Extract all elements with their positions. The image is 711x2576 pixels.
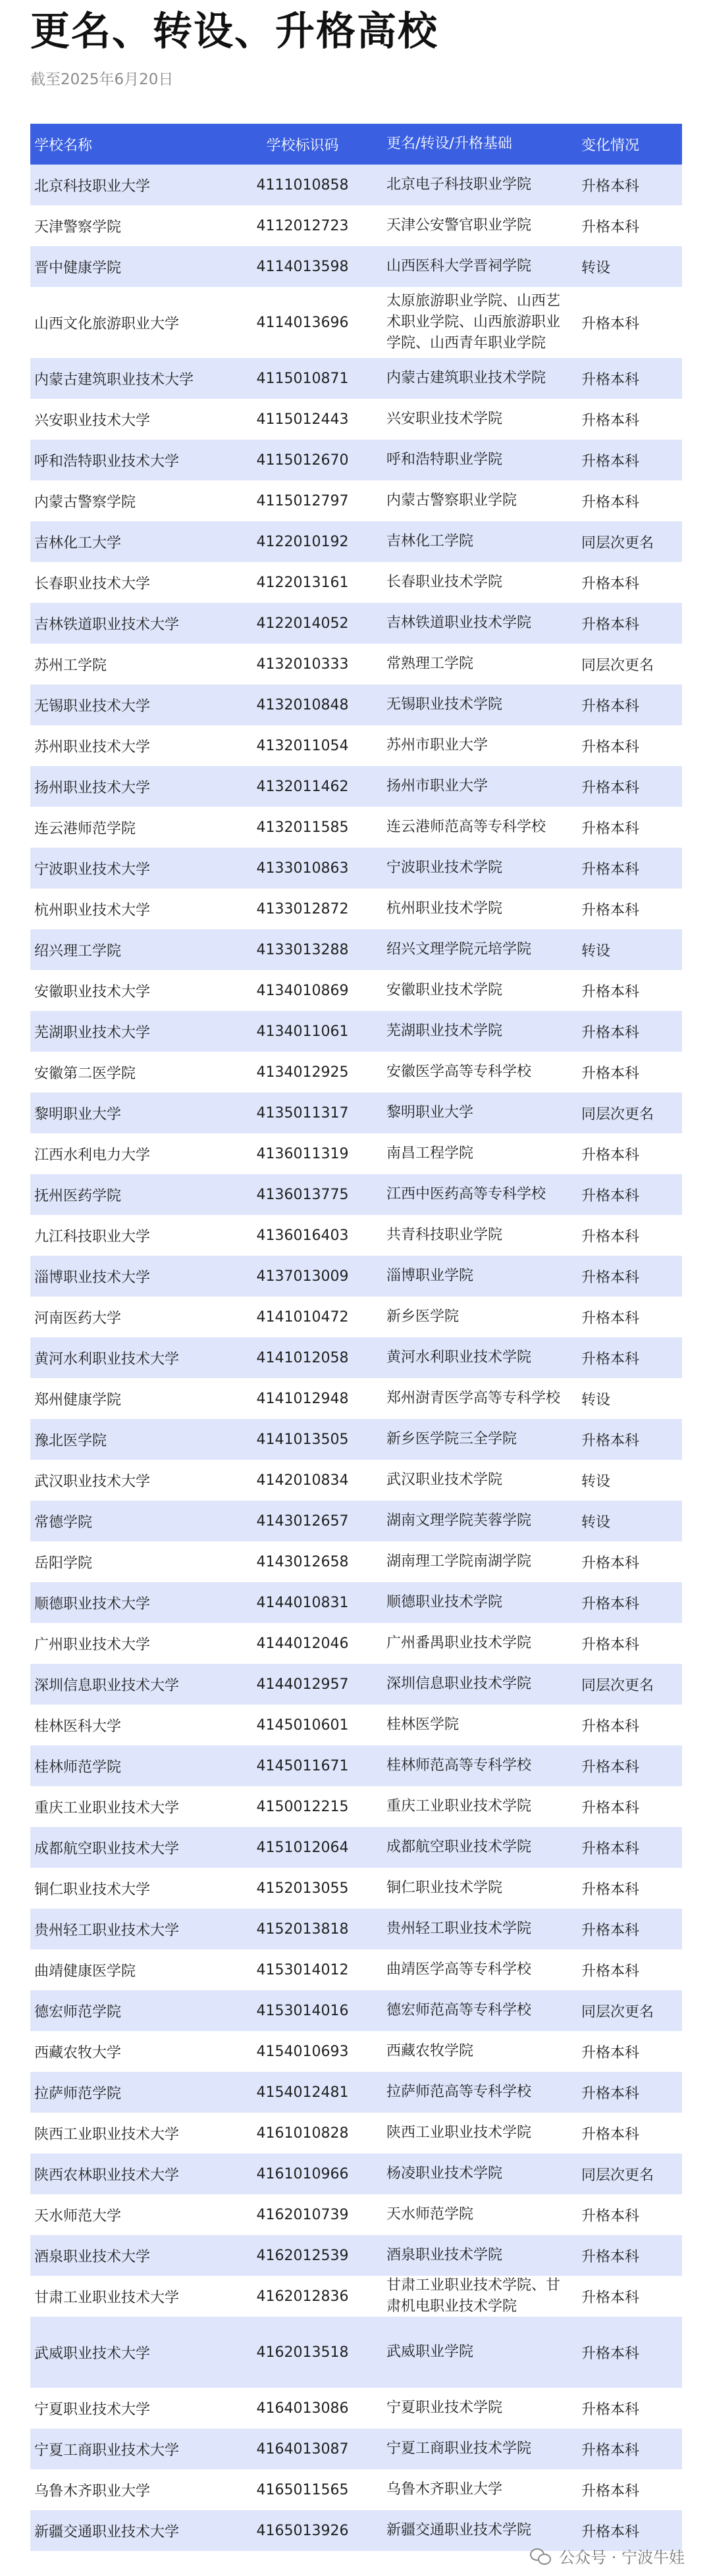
cell-basis: 苏州市职业大学 <box>386 737 488 754</box>
cell-basis: 西藏农牧学院 <box>386 2043 474 2059</box>
cell-school-code: 4134012925 <box>256 1064 349 1081</box>
cell-basis: 内蒙古建筑职业技术学院 <box>386 370 546 386</box>
cell-school-code: 4144012957 <box>256 1676 349 1693</box>
cell-basis: 呼和浩特职业学院 <box>386 451 503 468</box>
cell-school-code: 4153014012 <box>256 1961 349 1978</box>
table-row <box>30 848 682 889</box>
table-row <box>30 521 682 562</box>
cell-basis: 新疆交通职业技术学院 <box>386 2522 532 2538</box>
table-row <box>30 1011 682 1052</box>
cell-basis: 吉林铁道职业技术学院 <box>386 615 532 631</box>
cell-basis: 共青科技职业学院 <box>386 1227 503 1243</box>
cell-change: 同层次更名 <box>581 1106 654 1123</box>
cell-school-code: 4114013598 <box>256 258 349 275</box>
cell-change: 升格本科 <box>581 1432 640 1449</box>
cell-basis: 宁夏工商职业技术学院 <box>386 2440 532 2457</box>
cell-change: 升格本科 <box>581 315 640 332</box>
table-row <box>30 1990 682 2031</box>
cell-basis: 天津公安警官职业学院 <box>386 217 532 234</box>
cell-change: 升格本科 <box>581 2126 640 2143</box>
cell-school-name: 吉林铁道职业技术大学 <box>34 616 180 633</box>
cell-basis: 长春职业技术学院 <box>386 574 503 590</box>
cell-school-name: 安徽职业技术大学 <box>34 983 151 1000</box>
cell-school-code: 4162010739 <box>256 2206 349 2223</box>
cell-change: 升格本科 <box>581 2442 640 2459</box>
cell-school-name: 贵州轻工职业技术大学 <box>34 1922 180 1939</box>
cell-basis: 连云港师范高等专科学校 <box>386 819 546 835</box>
cell-basis: 北京电子科技职业学院 <box>386 176 532 193</box>
cell-school-name: 重庆工业职业技术大学 <box>34 1799 180 1816</box>
cell-basis: 绍兴文理学院元培学院 <box>386 941 532 958</box>
cell-basis: 常熟理工学院 <box>386 656 474 672</box>
cell-school-code: 4112012723 <box>256 217 349 234</box>
table-row <box>30 725 682 766</box>
cell-change: 升格本科 <box>581 616 640 633</box>
footer-label: 公众号 · 宁波牛娃 <box>559 2548 685 2567</box>
cell-school-code: 4141010472 <box>256 1308 349 1326</box>
cell-basis: 武汉职业技术学院 <box>386 1472 503 1488</box>
cell-school-name: 扬州职业技术大学 <box>34 779 151 796</box>
cell-school-code: 4164013086 <box>256 2400 349 2417</box>
cell-school-name: 成都航空职业技术大学 <box>34 1840 180 1857</box>
cell-change: 升格本科 <box>581 178 640 195</box>
cell-basis: 杭州职业技术学院 <box>386 900 503 917</box>
cell-basis: 德宏师范高等专科学校 <box>386 2002 532 2019</box>
table-row <box>30 2235 682 2276</box>
cell-change: 转设 <box>581 1473 611 1490</box>
cell-school-code: 4162012836 <box>256 2288 349 2305</box>
cell-change: 升格本科 <box>581 219 640 236</box>
cell-change: 升格本科 <box>581 575 640 592</box>
header-change: 变化情况 <box>581 137 640 154</box>
table-row <box>30 1664 682 1705</box>
cell-school-name: 深圳信息职业技术大学 <box>34 1677 180 1694</box>
cell-school-name: 吉林化工大学 <box>34 534 122 552</box>
cell-school-name: 陕西工业职业技术大学 <box>34 2126 180 2143</box>
cell-basis: 新乡医学院三全学院 <box>386 1431 517 1447</box>
cell-basis: 桂林医学院 <box>386 1716 460 1733</box>
cell-basis: 黎明职业大学 <box>386 1104 474 1121</box>
cell-change: 升格本科 <box>581 738 640 756</box>
table-row <box>30 1786 682 1827</box>
cell-school-name: 黄河水利职业技术大学 <box>34 1351 180 1368</box>
table-row <box>30 889 682 929</box>
cell-change: 转设 <box>581 1514 611 1531</box>
cell-school-code: 4145010601 <box>256 1716 349 1734</box>
cell-school-name: 常德学院 <box>34 1514 93 1531</box>
cell-change: 转设 <box>581 1391 611 1408</box>
table-row <box>30 1705 682 1745</box>
cell-change: 升格本科 <box>581 371 640 388</box>
cell-school-code: 4132011585 <box>256 819 349 836</box>
table-row <box>30 1419 682 1460</box>
page-date: 截至2025年6月20日 <box>30 71 174 88</box>
cell-change: 升格本科 <box>581 1595 640 1612</box>
cell-school-code: 4115012670 <box>256 451 349 469</box>
cell-school-code: 4137013009 <box>256 1268 349 1285</box>
cell-school-name: 苏州职业技术大学 <box>34 738 151 756</box>
header-school-name: 学校名称 <box>34 137 93 154</box>
cell-school-name: 内蒙古建筑职业技术大学 <box>34 371 194 388</box>
cell-school-code: 4111010858 <box>256 176 349 193</box>
table-row <box>30 970 682 1011</box>
cell-school-name: 晋中健康学院 <box>34 259 122 276</box>
cell-school-code: 4122014052 <box>256 615 349 632</box>
cell-school-code: 4150012215 <box>256 1798 349 1815</box>
table-row <box>30 2113 682 2153</box>
cell-school-code: 4133013288 <box>256 941 349 958</box>
cell-school-name: 宁夏工商职业技术大学 <box>34 2442 180 2459</box>
cell-school-code: 4135011317 <box>256 1104 349 1121</box>
cell-basis: 贵州轻工职业技术学院 <box>386 1920 532 1937</box>
cell-school-code: 4153014016 <box>256 2002 349 2019</box>
cell-school-name: 郑州健康学院 <box>34 1391 122 1408</box>
cell-basis: 武威职业学院 <box>386 2344 474 2360</box>
cell-change: 升格本科 <box>581 1840 640 1857</box>
cell-school-code: 4154012481 <box>256 2084 349 2101</box>
cell-school-name: 铜仁职业技术大学 <box>34 1881 151 1898</box>
table-row <box>30 2469 682 2510</box>
cell-basis: 黄河水利职业技术学院 <box>386 1349 532 1366</box>
cell-school-name: 北京科技职业大学 <box>34 178 151 195</box>
table-row <box>30 1868 682 1909</box>
cell-school-name: 乌鲁木齐职业大学 <box>34 2483 151 2500</box>
cell-change: 升格本科 <box>581 2483 640 2500</box>
table-body <box>30 165 682 2551</box>
cell-school-code: 4143012657 <box>256 1512 349 1530</box>
cell-change: 升格本科 <box>581 1065 640 1082</box>
cell-change: 升格本科 <box>581 2401 640 2418</box>
cell-change: 升格本科 <box>581 1799 640 1816</box>
table-row <box>30 1827 682 1868</box>
cell-school-code: 4141013505 <box>256 1431 349 1448</box>
table-row <box>30 1256 682 1297</box>
footer-watermark <box>530 2544 685 2567</box>
cell-school-code: 4143012658 <box>256 1553 349 1570</box>
cell-school-code: 4152013818 <box>256 1920 349 1938</box>
cell-change: 升格本科 <box>581 2289 640 2306</box>
cell-basis: 拉萨师范高等专科学校 <box>386 2084 532 2100</box>
cell-school-code: 4136011319 <box>256 1145 349 1162</box>
cell-school-code: 4164013087 <box>256 2440 349 2458</box>
cell-school-code: 4122013161 <box>256 574 349 591</box>
cell-change: 升格本科 <box>581 453 640 470</box>
cell-change: 同层次更名 <box>581 534 654 552</box>
cell-change: 升格本科 <box>581 2207 640 2225</box>
cell-school-name: 安徽第二医学院 <box>34 1065 136 1082</box>
cell-basis: 兴安职业技术学院 <box>386 411 503 427</box>
cell-basis: 安徽职业技术学院 <box>386 982 503 998</box>
cell-school-code: 4132010848 <box>256 696 349 713</box>
cell-school-name: 宁波职业技术大学 <box>34 861 151 878</box>
cell-school-name: 西藏农牧大学 <box>34 2044 122 2061</box>
cell-school-name: 豫北医学院 <box>34 1432 107 1449</box>
table-row <box>30 1949 682 1990</box>
table-row <box>30 929 682 970</box>
cell-change: 升格本科 <box>581 2345 640 2362</box>
table-row <box>30 1501 682 1541</box>
cell-school-name: 广州职业技术大学 <box>34 1636 151 1653</box>
cell-basis: 乌鲁木齐职业大学 <box>386 2481 503 2498</box>
cell-basis: 天水师范学院 <box>386 2206 474 2223</box>
table-row <box>30 1582 682 1623</box>
cell-school-name: 抚州医药学院 <box>34 1187 122 1204</box>
table-row <box>30 1460 682 1501</box>
table-row <box>30 2388 682 2429</box>
cell-change: 同层次更名 <box>581 1677 654 1694</box>
cell-school-name: 桂林医科大学 <box>34 1718 122 1735</box>
cell-school-name: 陕西农林职业技术大学 <box>34 2167 180 2184</box>
cell-school-code: 4115010871 <box>256 370 349 387</box>
cell-basis: 宁波职业技术学院 <box>386 860 503 876</box>
cell-change: 同层次更名 <box>581 657 654 674</box>
cell-basis: 陕西工业职业技术学院 <box>386 2125 532 2141</box>
table-row <box>30 1378 682 1419</box>
cell-basis: 山西医科大学晋祠学院 <box>386 258 532 274</box>
table-row <box>30 2153 682 2194</box>
cell-school-code: 4115012443 <box>256 411 349 428</box>
cell-change: 转设 <box>581 942 611 960</box>
cell-school-code: 4133010863 <box>256 860 349 877</box>
table-row <box>30 807 682 848</box>
table-header <box>30 124 682 165</box>
cell-change: 升格本科 <box>581 1351 640 1368</box>
schools-table <box>30 124 682 2551</box>
table-row <box>30 562 682 603</box>
cell-change: 升格本科 <box>581 1759 640 1776</box>
cell-school-code: 4136013775 <box>256 1186 349 1203</box>
cell-basis: 南昌工程学院 <box>386 1145 474 1162</box>
cell-school-code: 4141012058 <box>256 1349 349 1366</box>
cell-change: 升格本科 <box>581 2085 640 2102</box>
cell-change: 升格本科 <box>581 494 640 511</box>
cell-change: 升格本科 <box>581 2523 640 2540</box>
cell-school-code: 4144012046 <box>256 1635 349 1652</box>
cell-school-code: 4115012797 <box>256 492 349 509</box>
cell-change: 同层次更名 <box>581 2003 654 2021</box>
table-row <box>30 1215 682 1256</box>
cell-school-code: 4161010966 <box>256 2165 349 2182</box>
cell-basis: 新乡医学院 <box>386 1308 460 1325</box>
cell-basis: 成都航空职业技术学院 <box>386 1839 532 1855</box>
cell-school-name: 甘肃工业职业技术大学 <box>34 2289 180 2306</box>
cell-school-name: 天津警察学院 <box>34 219 122 236</box>
cell-change: 升格本科 <box>581 1310 640 1327</box>
cell-school-code: 4161010828 <box>256 2125 349 2142</box>
cell-school-code: 4134010869 <box>256 982 349 999</box>
cell-basis: 广州番禺职业技术学院 <box>386 1635 532 1651</box>
table-row <box>30 2194 682 2235</box>
cell-school-code: 4154010693 <box>256 2043 349 2060</box>
table-row <box>30 440 682 480</box>
cell-change: 升格本科 <box>581 1636 640 1653</box>
table-row <box>30 2072 682 2113</box>
cell-school-name: 九江科技职业大学 <box>34 1228 151 1245</box>
table-row <box>30 2429 682 2469</box>
cell-school-code: 4132011054 <box>256 737 349 754</box>
cell-change: 升格本科 <box>581 1024 640 1041</box>
table-row <box>30 399 682 440</box>
cell-school-name: 曲靖健康医学院 <box>34 1963 136 1980</box>
cell-school-name: 河南医药大学 <box>34 1310 122 1327</box>
cell-school-code: 4165011565 <box>256 2481 349 2498</box>
cell-school-name: 内蒙古警察学院 <box>34 494 136 511</box>
cell-change: 升格本科 <box>581 861 640 878</box>
cell-school-code: 4165013926 <box>256 2522 349 2539</box>
cell-school-name: 天水师范大学 <box>34 2207 122 2225</box>
cell-basis: 杨凌职业技术学院 <box>386 2165 503 2182</box>
cell-school-name: 苏州工学院 <box>34 657 107 674</box>
cell-school-name: 拉萨师范学院 <box>34 2085 122 2102</box>
cell-school-name: 顺德职业技术大学 <box>34 1595 151 1612</box>
cell-change: 升格本科 <box>581 820 640 837</box>
cell-change: 升格本科 <box>581 902 640 919</box>
cell-school-name: 芜湖职业技术大学 <box>34 1024 151 1041</box>
cell-change: 升格本科 <box>581 1228 640 1245</box>
cell-school-name: 武汉职业技术大学 <box>34 1473 151 1490</box>
cell-school-code: 4151012064 <box>256 1839 349 1856</box>
cell-school-code: 4144010831 <box>256 1594 349 1611</box>
cell-school-name: 山西文化旅游职业大学 <box>34 315 180 332</box>
cell-basis: 淄博职业学院 <box>386 1268 474 1284</box>
cell-basis: 吉林化工学院 <box>386 533 474 550</box>
table-row <box>30 246 682 287</box>
cell-basis: 宁夏职业技术学院 <box>386 2400 503 2416</box>
cell-school-name: 长春职业技术大学 <box>34 575 151 592</box>
cell-school-code: 4136016403 <box>256 1227 349 1244</box>
table-row <box>30 684 682 725</box>
cell-basis: 顺德职业技术学院 <box>386 1594 503 1610</box>
cell-change: 转设 <box>581 259 611 276</box>
table-row <box>30 1337 682 1378</box>
cell-school-code: 4133012872 <box>256 900 349 917</box>
table-row <box>30 603 682 644</box>
table-row <box>30 205 682 246</box>
cell-school-code: 4114013696 <box>256 314 349 331</box>
cell-change: 升格本科 <box>581 1963 640 1980</box>
cell-basis: 内蒙古警察职业学院 <box>386 492 517 509</box>
cell-school-name: 杭州职业技术大学 <box>34 902 151 919</box>
cell-change: 升格本科 <box>581 779 640 796</box>
cell-school-name: 无锡职业技术大学 <box>34 698 151 715</box>
table-row <box>30 766 682 807</box>
table-row <box>30 1174 682 1215</box>
cell-change: 升格本科 <box>581 1922 640 1939</box>
cell-school-name: 宁夏职业技术大学 <box>34 2401 151 2418</box>
cell-basis: 湖南文理学院芙蓉学院 <box>386 1512 532 1529</box>
cell-basis: 安徽医学高等专科学校 <box>386 1064 532 1080</box>
cell-change: 升格本科 <box>581 1187 640 1204</box>
table-row <box>30 1052 682 1093</box>
cell-basis: 湖南理工学院南湖学院 <box>386 1553 532 1570</box>
cell-change: 同层次更名 <box>581 2167 654 2184</box>
cell-school-code: 4142010834 <box>256 1472 349 1489</box>
cell-school-code: 4145011671 <box>256 1757 349 1774</box>
table-row <box>30 165 682 205</box>
wechat-icon <box>530 2547 552 2565</box>
cell-change: 升格本科 <box>581 1146 640 1164</box>
cell-basis: 铜仁职业技术学院 <box>386 1880 503 1896</box>
cell-school-name: 桂林师范学院 <box>34 1759 122 1776</box>
cell-school-code: 4162013518 <box>256 2344 349 2361</box>
cell-basis: 芜湖职业技术学院 <box>386 1023 503 1039</box>
page-title: 更名、转设、升格高校 <box>30 9 438 55</box>
table-row <box>30 1909 682 1949</box>
cell-school-name: 呼和浩特职业技术大学 <box>34 453 180 470</box>
cell-school-code: 4162012539 <box>256 2247 349 2264</box>
cell-school-name: 江西水利电力大学 <box>34 1146 151 1164</box>
cell-basis: 太原旅游职业学院、山西艺术职业学院、山西旅游职业学院、山西青年职业学院 <box>386 293 561 351</box>
cell-school-code: 4122010192 <box>256 533 349 550</box>
cell-change: 升格本科 <box>581 1555 640 1572</box>
header-school-code: 学校标识码 <box>266 137 339 154</box>
table-row <box>30 1745 682 1786</box>
table-row <box>30 1623 682 1664</box>
cell-school-name: 酒泉职业技术大学 <box>34 2248 151 2265</box>
cell-school-name: 兴安职业技术大学 <box>34 412 151 429</box>
table-row <box>30 287 682 358</box>
cell-school-name: 连云港师范学院 <box>34 820 136 837</box>
header-basis: 更名/转设/升格基础 <box>386 136 512 152</box>
cell-basis: 甘肃工业职业技术学院、甘肃机电职业技术学院 <box>386 2277 561 2315</box>
cell-change: 升格本科 <box>581 983 640 1000</box>
table-row <box>30 1093 682 1133</box>
table-row <box>30 1541 682 1582</box>
cell-school-name: 绍兴理工学院 <box>34 942 122 960</box>
cell-change: 升格本科 <box>581 698 640 715</box>
cell-basis: 郑州澍青医学高等专科学校 <box>386 1390 561 1406</box>
cell-basis: 桂林师范高等专科学校 <box>386 1757 532 1774</box>
cell-basis: 曲靖医学高等专科学校 <box>386 1961 532 1978</box>
cell-basis: 深圳信息职业技术学院 <box>386 1676 532 1692</box>
cell-school-code: 4152013055 <box>256 1880 349 1897</box>
cell-school-code: 4134011061 <box>256 1023 349 1040</box>
cell-basis: 重庆工业职业技术学院 <box>386 1798 532 1815</box>
table-row <box>30 644 682 684</box>
table-row <box>30 358 682 399</box>
cell-school-name: 德宏师范学院 <box>34 2003 122 2021</box>
cell-school-name: 武威职业技术大学 <box>34 2345 151 2362</box>
table-row <box>30 1297 682 1337</box>
cell-school-code: 4132010333 <box>256 656 349 673</box>
table-row <box>30 2317 682 2388</box>
cell-change: 升格本科 <box>581 2044 640 2061</box>
cell-school-name: 淄博职业技术大学 <box>34 1269 151 1286</box>
cell-school-name: 岳阳学院 <box>34 1555 93 1572</box>
table-row <box>30 2031 682 2072</box>
cell-change: 升格本科 <box>581 412 640 429</box>
cell-change: 升格本科 <box>581 2248 640 2265</box>
cell-change: 升格本科 <box>581 1881 640 1898</box>
cell-change: 升格本科 <box>581 1718 640 1735</box>
table-row <box>30 2276 682 2317</box>
cell-school-name: 新疆交通职业技术大学 <box>34 2523 180 2540</box>
cell-basis: 无锡职业技术学院 <box>386 696 503 713</box>
cell-basis: 酒泉职业技术学院 <box>386 2247 503 2263</box>
cell-basis: 扬州市职业大学 <box>386 778 488 794</box>
cell-school-code: 4132011462 <box>256 778 349 795</box>
cell-school-name: 黎明职业大学 <box>34 1106 122 1123</box>
cell-change: 升格本科 <box>581 1269 640 1286</box>
cell-school-code: 4141012948 <box>256 1390 349 1407</box>
cell-basis: 江西中医药高等专科学校 <box>386 1186 546 1202</box>
table-row <box>30 480 682 521</box>
table-row <box>30 1133 682 1174</box>
